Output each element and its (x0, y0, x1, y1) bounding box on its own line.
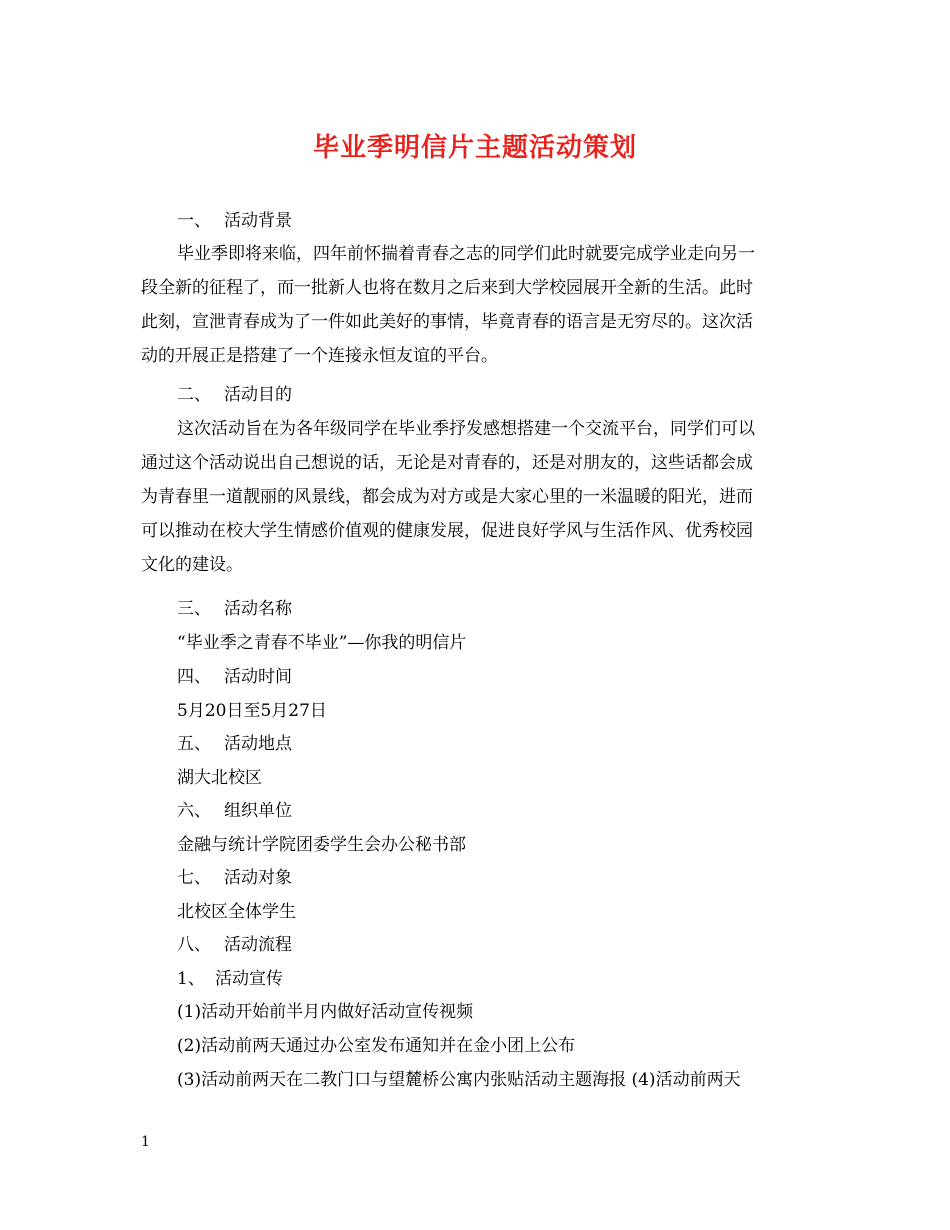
section-value: 5月20日至5月27日 (177, 701, 327, 721)
section-title: 活动地点 (224, 734, 292, 754)
section-title: 组织单位 (224, 801, 292, 821)
subsection-number: 1、 (177, 969, 205, 989)
list-item: (1)活动开始前半月内做好活动宣传视频 (177, 1002, 474, 1022)
section-heading-name (177, 597, 292, 621)
section-number: 六、 (177, 801, 211, 821)
paragraph-line: 为青春里一道靓丽的风景线，都会成为对方或是大家心里的一米温暖的阳光，进而 (141, 487, 753, 507)
section-number: 一、 (177, 211, 211, 231)
section-heading-background (177, 209, 292, 233)
section-value: 金融与统计学院团委学生会办公秘书部 (177, 835, 466, 855)
section-heading-time (177, 665, 292, 689)
section-title: 活动名称 (224, 599, 292, 619)
paragraph-line: 可以推动在校大学生情感价值观的健康发展，促进良好学风与生活作风、优秀校园 (141, 521, 753, 541)
paragraph-line: 毕业季即将来临，四年前怀揣着青春之志的同学们此时就要完成学业走向另一 (177, 244, 755, 264)
section-title: 活动流程 (224, 935, 292, 955)
section-heading-organizer (177, 799, 292, 823)
section-title: 活动时间 (224, 667, 292, 687)
section-number: 二、 (177, 385, 211, 405)
paragraph-line: 此刻，宣泄青春成为了一件如此美好的事情，毕竟青春的语言是无穷尽的。这次活 (141, 312, 753, 332)
paragraph-line: 文化的建设。 (141, 555, 243, 575)
paragraph-line: 动的开展正是搭建了一个连接永恒友谊的平台。 (141, 346, 498, 366)
document-title: 毕业季明信片主题活动策划 (312, 133, 637, 163)
section-heading-process (177, 933, 292, 957)
section-heading-audience (177, 866, 292, 890)
paragraph-line: 这次活动旨在为各年级同学在毕业季抒发感想搭建一个交流平台，同学们可以 (177, 419, 755, 439)
section-heading-purpose (177, 383, 292, 407)
page-number: 1 (141, 1134, 150, 1150)
section-value: “毕业季之青春不毕业”—你我的明信片 (177, 633, 467, 653)
section-number: 三、 (177, 599, 211, 619)
list-item: (3)活动前两天在二教门口与望麓桥公寓内张贴活动主题海报 (4)活动前两天 (177, 1070, 741, 1090)
section-heading-location (177, 732, 292, 756)
list-item: (2)活动前两天通过办公室发布通知并在金小团上公布 (177, 1036, 576, 1056)
section-value: 北校区全体学生 (177, 902, 296, 922)
section-number: 五、 (177, 734, 211, 754)
section-number: 八、 (177, 935, 211, 955)
subsection-heading (177, 967, 283, 991)
section-title: 活动目的 (224, 385, 292, 405)
paragraph-line: 段全新的征程了，而一批新人也将在数月之后来到大学校园展开全新的生活。此时 (141, 278, 753, 298)
section-title: 活动对象 (224, 868, 292, 888)
paragraph-line: 通过这个活动说出自己想说的话，无论是对青春的，还是对朋友的，这些话都会成 (141, 453, 753, 473)
section-value: 湖大北校区 (177, 768, 262, 788)
section-number: 七、 (177, 868, 211, 888)
section-number: 四、 (177, 667, 211, 687)
section-title: 活动背景 (224, 211, 292, 231)
subsection-title: 活动宣传 (215, 969, 283, 989)
